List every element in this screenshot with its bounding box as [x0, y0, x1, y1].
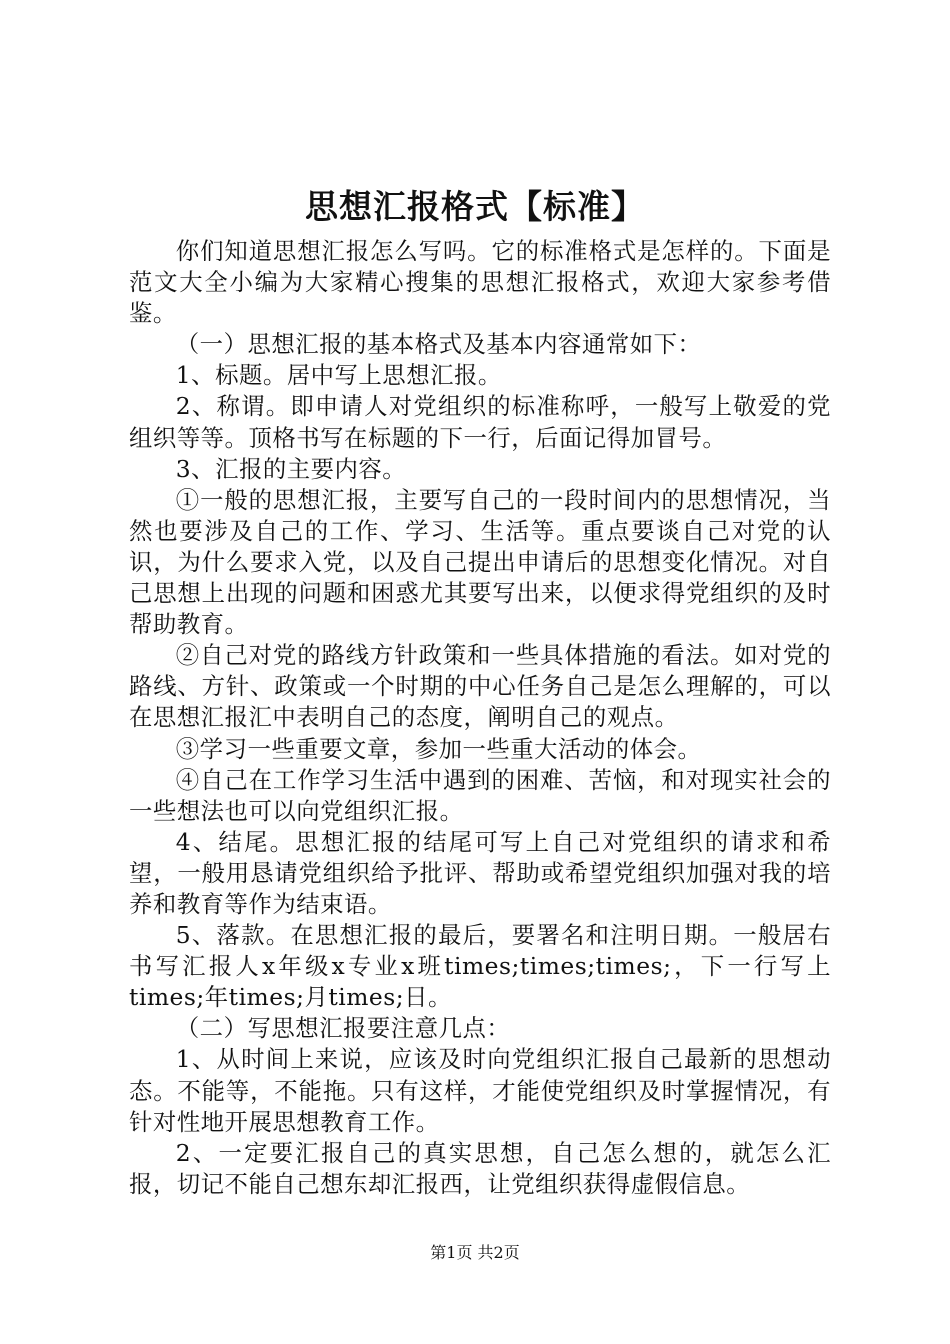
paragraph-subitem-4: ④自己在工作学习生活中遇到的困难、苦恼，和对现实社会的一些想法也可以向党组织汇报。 — [129, 765, 831, 825]
paragraph-note-1: 1、从时间上来说，应该及时向党组织汇报自己最新的思想动态。不能等，不能拖。只有这样，才能使党组织及时掌握情况，有针对性地开展思想教育工作。 — [129, 1045, 831, 1136]
paragraph-item-main-content: 3、汇报的主要内容。 — [175, 454, 407, 483]
paragraph-subitem-2: ②自己对党的路线方针政策和一些具体措施的看法。如对党的路线、方针、政策或一个时期的中心任务自己是怎么理解的，可以在思想汇报汇中表明自己的态度，阐明自己的观点。 — [129, 641, 831, 732]
paragraph-section-two-heading: （二）写思想汇报要注意几点： — [175, 1014, 511, 1043]
paragraph-item-signature: 5、落款。在思想汇报的最后，要署名和注明日期。一般居右书写汇报人x年级x专业x班times;times;times;，下一行写上times;年times;月times;日。 — [129, 921, 831, 1012]
document-title: 思想汇报格式【标准】 — [305, 187, 645, 226]
paragraph-item-title: 1、标题。居中写上思想汇报。 — [175, 361, 502, 390]
paragraph-section-one-heading: （一）思想汇报的基本格式及基本内容通常如下： — [175, 330, 702, 359]
paragraph-subitem-1: ①一般的思想汇报，主要写自己的一段时间内的思想情况，当然也要涉及自己的工作、学习、生活等。重点要谈自己对党的认识，为什么要求入党，以及自己提出申请后的思想变化情况。对自己思想上出现的问题和困惑尤其要写出来，以便求得党组织的及时帮助教育。 — [129, 485, 831, 639]
paragraph-item-ending: 4、结尾。思想汇报的结尾可写上自己对党组织的请求和希望，一般用恳请党组织给予批评、帮助或希望党组织加强对我的培养和教育等作为结束语。 — [129, 827, 831, 918]
paragraph-note-2: 2、一定要汇报自己的真实思想，自己怎么想的，就怎么汇报，切记不能自己想东却汇报西，让党组织获得虚假信息。 — [129, 1138, 831, 1198]
paragraph-subitem-3: ③学习一些重要文章，参加一些重大活动的体会。 — [175, 734, 702, 763]
paragraph-item-salutation: 2、称谓。即申请人对党组织的标准称呼，一般写上敬爱的党组织等等。顶格书写在标题的下一行，后面记得加冒号。 — [129, 392, 831, 452]
document-body — [129, 236, 831, 1200]
page-number-footer: 第1页 共2页 — [430, 1243, 520, 1262]
paragraph-intro: 你们知道思想汇报怎么写吗。它的标准格式是怎样的。下面是范文大全小编为大家精心搜集的思想汇报格式，欢迎大家参考借鉴。 — [129, 237, 831, 328]
